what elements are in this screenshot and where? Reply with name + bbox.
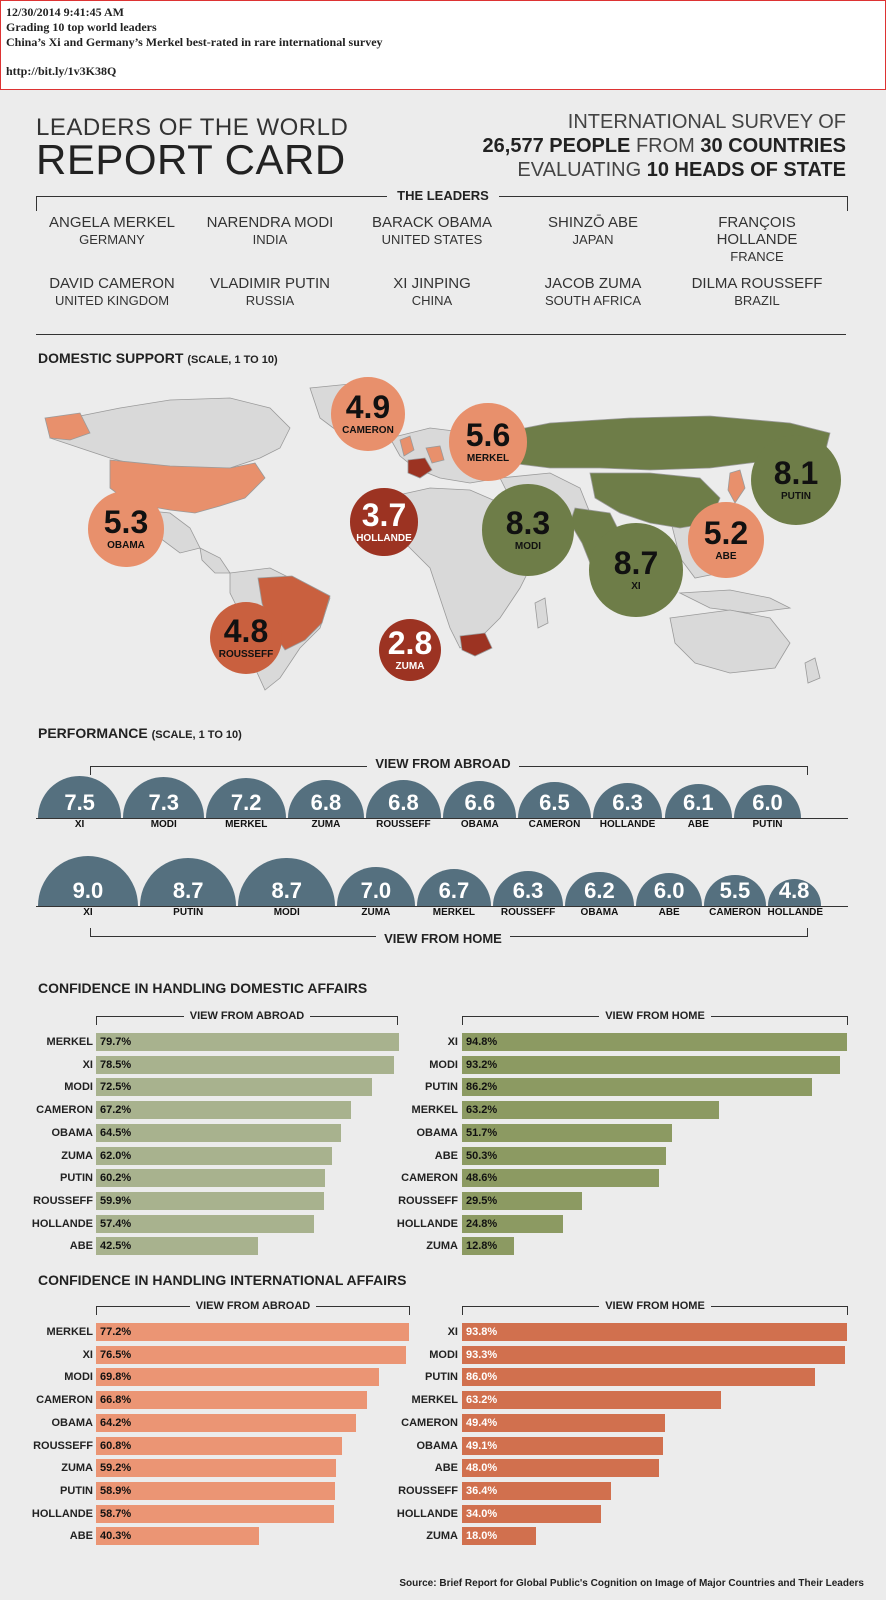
bar-value: 40.3% bbox=[100, 1530, 132, 1543]
divider bbox=[36, 334, 846, 335]
support-bubble-zuma bbox=[379, 619, 442, 682]
support-bubble-modi bbox=[482, 484, 573, 575]
bar-value: 78.5% bbox=[100, 1058, 132, 1071]
support-bubble-xi bbox=[589, 523, 682, 616]
bar-xi bbox=[96, 1346, 406, 1364]
bar-label-zuma: ZUMA bbox=[61, 1149, 93, 1162]
survey-count: 26,577 PEOPLE bbox=[482, 135, 631, 157]
bar-rousseff bbox=[96, 1192, 324, 1210]
bar-modi bbox=[462, 1346, 845, 1364]
support-name: MERKEL bbox=[466, 453, 510, 465]
bar-obama bbox=[96, 1124, 341, 1142]
bar-cameron bbox=[96, 1391, 367, 1409]
header-box bbox=[0, 0, 886, 90]
timestamp: 12/30/2014 9:41:45 AM bbox=[6, 5, 124, 19]
bar-zuma bbox=[96, 1459, 336, 1477]
bar-modi bbox=[96, 1368, 379, 1386]
support-value: 3.7 bbox=[361, 497, 407, 534]
perf-dome-cameron bbox=[518, 782, 590, 818]
bar-label-obama: OBAMA bbox=[416, 1439, 458, 1452]
bar-label-hollande: HOLLANDE bbox=[396, 1507, 458, 1520]
support-value: 4.9 bbox=[345, 389, 391, 426]
bar-zuma bbox=[96, 1147, 332, 1165]
conf-int-abroad-label: VIEW FROM ABROAD bbox=[96, 1300, 410, 1312]
bar-label-obama: OBAMA bbox=[416, 1126, 458, 1139]
bar-value: 58.7% bbox=[100, 1507, 132, 1520]
support-name: ROUSSEFF bbox=[218, 649, 274, 661]
perf-name: MERKEL bbox=[225, 819, 268, 830]
map-indonesia bbox=[680, 590, 790, 613]
perf-dome-zuma bbox=[337, 867, 415, 906]
bar-value: 60.2% bbox=[100, 1172, 132, 1185]
title-small: LEADERS OF THE WORLD bbox=[36, 114, 349, 141]
support-value: 5.6 bbox=[465, 417, 511, 454]
support-bubble-obama bbox=[88, 491, 164, 567]
perf-value: 5.5 bbox=[719, 877, 751, 903]
bar-abe bbox=[96, 1237, 258, 1255]
bar-value: 60.8% bbox=[100, 1439, 132, 1452]
perf-home-baseline bbox=[36, 906, 848, 907]
subheadline: China’s Xi and Germany’s Merkel best-rated in rare international survey bbox=[6, 35, 383, 49]
bar-zuma bbox=[462, 1527, 536, 1545]
perf-name: ZUMA bbox=[361, 907, 391, 918]
bar-value: 69.8% bbox=[100, 1371, 132, 1384]
leader-name: BARACK OBAMA bbox=[371, 214, 493, 231]
bar-label-hollande: HOLLANDE bbox=[31, 1217, 93, 1230]
bar-label-abe: ABE bbox=[69, 1530, 93, 1543]
leader-vladimir-putin bbox=[190, 275, 350, 309]
bar-label-rousseff: ROUSSEFF bbox=[398, 1194, 458, 1207]
map-nz bbox=[805, 658, 820, 683]
bar-rousseff bbox=[462, 1482, 611, 1500]
bar-value: 34.0% bbox=[466, 1507, 498, 1520]
bar-label-zuma: ZUMA bbox=[426, 1530, 458, 1543]
support-name: XI bbox=[631, 581, 641, 593]
support-name: ZUMA bbox=[395, 661, 425, 673]
perf-name: PUTIN bbox=[752, 819, 783, 830]
leader-country: UNITED KINGDOM bbox=[54, 293, 170, 308]
support-value: 8.7 bbox=[613, 545, 659, 582]
map-japan bbox=[728, 470, 745, 503]
bar-modi bbox=[462, 1056, 840, 1074]
perf-name: OBAMA bbox=[460, 819, 499, 830]
survey-line3 bbox=[483, 158, 846, 182]
bar-label-merkel: MERKEL bbox=[411, 1104, 458, 1117]
bar-value: 77.2% bbox=[100, 1326, 132, 1338]
support-value: 5.2 bbox=[703, 515, 749, 552]
support-bubble-putin bbox=[751, 435, 841, 525]
leader-fran-ois-hollande bbox=[677, 214, 837, 265]
map-south-africa bbox=[460, 633, 492, 656]
bar-putin bbox=[96, 1169, 325, 1187]
map-madagascar bbox=[535, 598, 548, 628]
bar-label-xi: XI bbox=[447, 1326, 458, 1338]
domestic-support-title: DOMESTIC SUPPORT (SCALE, 1 TO 10) bbox=[38, 350, 278, 366]
survey-line2 bbox=[483, 134, 846, 158]
leader-country: UNITED STATES bbox=[381, 232, 483, 247]
conf-dom-abroad-label: VIEW FROM ABROAD bbox=[96, 1010, 398, 1022]
bar-abe bbox=[462, 1147, 666, 1165]
map-australia bbox=[670, 610, 790, 673]
source-link[interactable]: http://bit.ly/1v3K38Q bbox=[6, 64, 117, 78]
leader-name: DAVID CAMERON bbox=[49, 275, 175, 292]
bar-abe bbox=[462, 1459, 659, 1477]
perf-name: XI bbox=[83, 907, 93, 918]
perf-name: XI bbox=[74, 819, 85, 830]
leader-country: GERMANY bbox=[79, 232, 145, 247]
perf-value: 6.8 bbox=[388, 789, 419, 815]
conf-dom-home-label: VIEW FROM HOME bbox=[462, 1010, 848, 1022]
bar-value: 76.5% bbox=[100, 1348, 132, 1361]
support-value: 8.1 bbox=[773, 455, 819, 492]
bar-value: 36.4% bbox=[466, 1484, 498, 1497]
bar-putin bbox=[462, 1368, 815, 1386]
headline: Grading 10 top world leaders bbox=[6, 20, 157, 34]
bar-label-cameron: CAMERON bbox=[36, 1394, 93, 1407]
perf-name: ROUSSEFF bbox=[376, 819, 431, 830]
survey-eval: EVALUATING bbox=[517, 159, 647, 181]
bar-value: 42.5% bbox=[100, 1240, 132, 1253]
leader-country: CHINA bbox=[411, 293, 453, 308]
leaders-label: THE LEADERS bbox=[0, 188, 886, 203]
leader-dilma-rousseff bbox=[677, 275, 837, 309]
bar-value: 86.0% bbox=[466, 1371, 498, 1384]
bar-cameron bbox=[462, 1169, 659, 1187]
source-note: Source: Brief Report for Global Public's Cognition on Image of Major Countries and Their Leaders bbox=[399, 1578, 864, 1589]
leader-name: DILMA ROUSSEFF bbox=[691, 275, 823, 292]
leader-narendra-modi bbox=[190, 214, 350, 248]
perf-name: MODI bbox=[150, 819, 177, 830]
support-name: MODI bbox=[514, 541, 542, 553]
support-name: HOLLANDE bbox=[356, 533, 412, 545]
bar-value: 48.6% bbox=[466, 1172, 498, 1185]
bar-label-obama: OBAMA bbox=[51, 1126, 93, 1139]
perf-value: 6.3 bbox=[612, 789, 643, 815]
bar-putin bbox=[462, 1078, 812, 1096]
bar-value: 51.7% bbox=[466, 1126, 498, 1139]
bar-label-xi: XI bbox=[82, 1348, 93, 1361]
bar-label-cameron: CAMERON bbox=[401, 1172, 458, 1185]
bar-rousseff bbox=[462, 1192, 582, 1210]
leader-david-cameron bbox=[32, 275, 192, 309]
bar-label-merkel: MERKEL bbox=[46, 1036, 93, 1048]
bar-value: 48.0% bbox=[466, 1462, 498, 1475]
bar-xi bbox=[462, 1033, 847, 1051]
bar-merkel bbox=[462, 1391, 721, 1409]
leader-name: SHINZŌ ABE bbox=[547, 214, 639, 231]
perf-value: 6.1 bbox=[683, 789, 714, 815]
survey-heads: 10 HEADS OF STATE bbox=[646, 159, 846, 181]
perf-name: PUTIN bbox=[173, 907, 204, 918]
perf-dome-xi bbox=[38, 856, 138, 906]
bar-label-hollande: HOLLANDE bbox=[31, 1507, 93, 1520]
perf-dome-modi bbox=[238, 858, 335, 906]
bar-value: 79.7% bbox=[100, 1036, 132, 1048]
conf-international-title: CONFIDENCE IN HANDLING INTERNATIONAL AFFAIRS bbox=[38, 1272, 407, 1288]
bar-label-rousseff: ROUSSEFF bbox=[33, 1194, 93, 1207]
bar-label-merkel: MERKEL bbox=[46, 1326, 93, 1338]
bar-obama bbox=[96, 1414, 356, 1432]
bar-value: 49.1% bbox=[466, 1439, 498, 1452]
bar-value: 67.2% bbox=[100, 1104, 132, 1117]
bar-value: 72.5% bbox=[100, 1081, 132, 1094]
bar-hollande bbox=[96, 1505, 334, 1523]
support-name: CAMERON bbox=[342, 425, 394, 437]
bar-value: 24.8% bbox=[466, 1217, 498, 1230]
perf-dome-hollande bbox=[593, 783, 663, 818]
bar-cameron bbox=[462, 1414, 665, 1432]
bar-label-abe: ABE bbox=[69, 1240, 93, 1253]
leader-country: SOUTH AFRICA bbox=[544, 293, 642, 308]
perf-value: 8.7 bbox=[271, 877, 303, 903]
perf-name: MERKEL bbox=[432, 907, 476, 918]
leader-name: NARENDRA MODI bbox=[206, 214, 334, 231]
bar-label-abe: ABE bbox=[434, 1462, 458, 1475]
bar-label-zuma: ZUMA bbox=[426, 1240, 458, 1253]
bar-zuma bbox=[462, 1237, 514, 1255]
bar-value: 64.5% bbox=[100, 1126, 132, 1139]
perf-home-label: VIEW FROM HOME bbox=[0, 931, 886, 946]
bar-value: 93.8% bbox=[466, 1326, 498, 1338]
bar-value: 49.4% bbox=[466, 1416, 498, 1429]
perf-value: 6.2 bbox=[584, 877, 615, 903]
bar-value: 59.9% bbox=[100, 1194, 132, 1207]
bar-merkel bbox=[96, 1323, 409, 1341]
perf-dome-cameron bbox=[704, 875, 765, 906]
perf-name: ROUSSEFF bbox=[500, 907, 556, 918]
perf-value: 7.2 bbox=[230, 789, 262, 815]
conf-int-home-label: VIEW FROM HOME bbox=[462, 1300, 848, 1312]
bar-rousseff bbox=[96, 1437, 342, 1455]
perf-value: 7.5 bbox=[64, 790, 95, 815]
perf-dome-obama bbox=[565, 872, 634, 906]
perf-value: 6.0 bbox=[752, 789, 783, 815]
leader-country: JAPAN bbox=[572, 232, 614, 247]
leader-barack-obama bbox=[352, 214, 512, 248]
bar-value: 50.3% bbox=[466, 1149, 498, 1162]
perf-name: ABE bbox=[658, 907, 680, 918]
perf-name: HOLLANDE bbox=[599, 819, 656, 830]
bar-value: 64.2% bbox=[100, 1416, 132, 1429]
perf-dome-abe bbox=[665, 784, 733, 818]
bar-obama bbox=[462, 1124, 672, 1142]
bar-label-cameron: CAMERON bbox=[401, 1416, 458, 1429]
conf-domestic-title: CONFIDENCE IN HANDLING DOMESTIC AFFAIRS bbox=[38, 980, 368, 996]
perf-dome-putin bbox=[734, 785, 801, 818]
perf-dome-rousseff bbox=[366, 780, 441, 818]
perf-value: 6.8 bbox=[310, 789, 342, 815]
bar-value: 62.0% bbox=[100, 1149, 132, 1162]
perf-name: CAMERON bbox=[528, 819, 581, 830]
bar-abe bbox=[96, 1527, 259, 1545]
support-value: 4.8 bbox=[223, 613, 269, 650]
support-name: PUTIN bbox=[780, 491, 811, 503]
bar-label-putin: PUTIN bbox=[425, 1371, 458, 1384]
perf-name: HOLLANDE bbox=[767, 907, 824, 918]
bar-hollande bbox=[96, 1215, 314, 1233]
perf-value: 9.0 bbox=[72, 877, 104, 903]
bar-label-putin: PUTIN bbox=[60, 1172, 93, 1185]
bar-obama bbox=[462, 1437, 663, 1455]
leader-jacob-zuma bbox=[513, 275, 673, 309]
bar-value: 57.4% bbox=[100, 1217, 132, 1230]
perf-name: CAMERON bbox=[709, 907, 761, 918]
leader-name: XI JINPING bbox=[393, 275, 471, 292]
bar-label-putin: PUTIN bbox=[60, 1484, 93, 1497]
bar-value: 29.5% bbox=[466, 1194, 498, 1207]
perf-dome-putin bbox=[140, 858, 237, 906]
perf-value: 6.5 bbox=[539, 789, 570, 815]
bar-value: 93.3% bbox=[466, 1348, 498, 1361]
leader-name: FRANÇOIS HOLLANDE bbox=[716, 214, 798, 248]
bar-value: 12.8% bbox=[466, 1240, 498, 1253]
support-name: ABE bbox=[715, 551, 737, 563]
bar-hollande bbox=[462, 1215, 563, 1233]
support-bubble-merkel bbox=[449, 403, 526, 480]
bar-label-xi: XI bbox=[82, 1058, 93, 1071]
support-bubble-hollande bbox=[350, 488, 417, 555]
leader-country: RUSSIA bbox=[245, 293, 295, 308]
perf-name: MODI bbox=[273, 907, 300, 918]
perf-name: ZUMA bbox=[311, 819, 341, 830]
perf-name: ABE bbox=[687, 819, 709, 830]
perf-abroad-label: VIEW FROM ABROAD bbox=[0, 756, 886, 771]
bar-label-rousseff: ROUSSEFF bbox=[398, 1484, 458, 1497]
perf-value: 7.3 bbox=[148, 789, 180, 815]
bar-value: 58.9% bbox=[100, 1484, 132, 1497]
perf-value: 7.0 bbox=[360, 877, 392, 903]
map-central-america bbox=[200, 548, 230, 573]
perf-name: OBAMA bbox=[580, 907, 619, 918]
bar-value: 63.2% bbox=[466, 1394, 498, 1407]
bar-value: 66.8% bbox=[100, 1394, 132, 1407]
perf-value: 4.8 bbox=[778, 877, 810, 903]
perf-value: 6.0 bbox=[653, 877, 685, 903]
perf-dome-rousseff bbox=[493, 871, 563, 906]
leader-name: VLADIMIR PUTIN bbox=[209, 275, 330, 292]
bar-value: 59.2% bbox=[100, 1462, 132, 1475]
bar-label-modi: MODI bbox=[64, 1081, 93, 1094]
support-bubble-cameron bbox=[331, 377, 404, 450]
support-value: 2.8 bbox=[387, 625, 433, 662]
perf-value: 6.6 bbox=[464, 789, 496, 815]
survey-from: FROM bbox=[630, 135, 701, 157]
survey-countries: 30 COUNTRIES bbox=[700, 135, 846, 157]
leader-country: BRAZIL bbox=[734, 293, 780, 308]
bar-label-modi: MODI bbox=[64, 1371, 93, 1384]
bar-value: 86.2% bbox=[466, 1081, 498, 1094]
bar-value: 94.8% bbox=[466, 1036, 498, 1048]
bar-merkel bbox=[96, 1033, 399, 1051]
bar-label-modi: MODI bbox=[429, 1058, 458, 1071]
support-value: 5.3 bbox=[103, 504, 149, 541]
perf-value: 6.7 bbox=[438, 877, 470, 903]
bar-value: 63.2% bbox=[466, 1104, 498, 1117]
bar-label-modi: MODI bbox=[429, 1348, 458, 1361]
bar-value: 18.0% bbox=[466, 1530, 498, 1543]
bar-label-obama: OBAMA bbox=[51, 1416, 93, 1429]
perf-dome-abe bbox=[636, 873, 703, 906]
perf-dome-xi bbox=[38, 776, 121, 818]
leader-xi-jinping bbox=[352, 275, 512, 309]
support-name: OBAMA bbox=[107, 540, 145, 552]
bar-xi bbox=[462, 1323, 847, 1341]
leader-name: ANGELA MERKEL bbox=[49, 214, 175, 231]
leader-shinz-abe bbox=[513, 214, 673, 248]
survey-summary bbox=[483, 110, 846, 182]
leader-country: INDIA bbox=[252, 232, 288, 247]
bar-label-merkel: MERKEL bbox=[411, 1394, 458, 1407]
perf-value: 8.7 bbox=[172, 877, 204, 903]
support-value: 8.3 bbox=[505, 505, 551, 542]
bar-label-zuma: ZUMA bbox=[61, 1462, 93, 1475]
perf-dome-modi bbox=[123, 777, 204, 818]
bar-label-xi: XI bbox=[447, 1036, 458, 1048]
bar-hollande bbox=[462, 1505, 601, 1523]
bar-label-abe: ABE bbox=[434, 1149, 458, 1162]
perf-abroad-baseline bbox=[36, 818, 848, 819]
perf-dome-merkel bbox=[206, 778, 286, 818]
bar-xi bbox=[96, 1056, 394, 1074]
bar-putin bbox=[96, 1482, 335, 1500]
bar-value: 93.2% bbox=[466, 1058, 498, 1071]
bar-modi bbox=[96, 1078, 372, 1096]
perf-value: 6.3 bbox=[512, 877, 544, 903]
perf-dome-merkel bbox=[417, 869, 491, 906]
bar-merkel bbox=[462, 1101, 719, 1119]
survey-line1: INTERNATIONAL SURVEY OF bbox=[567, 111, 846, 133]
bar-label-putin: PUTIN bbox=[425, 1081, 458, 1094]
bar-label-hollande: HOLLANDE bbox=[396, 1217, 458, 1230]
bar-label-rousseff: ROUSSEFF bbox=[33, 1439, 93, 1452]
perf-dome-zuma bbox=[288, 780, 363, 818]
bar-label-cameron: CAMERON bbox=[36, 1104, 93, 1117]
bar-cameron bbox=[96, 1101, 351, 1119]
performance-title: PERFORMANCE (SCALE, 1 TO 10) bbox=[38, 725, 242, 741]
leader-country: FRANCE bbox=[730, 249, 784, 264]
leader-name: JACOB ZUMA bbox=[544, 275, 642, 292]
perf-dome-hollande bbox=[768, 879, 821, 906]
perf-dome-obama bbox=[443, 781, 516, 818]
title-large: REPORT CARD bbox=[36, 136, 346, 183]
leader-angela-merkel bbox=[32, 214, 192, 248]
support-bubble-abe bbox=[688, 502, 763, 577]
